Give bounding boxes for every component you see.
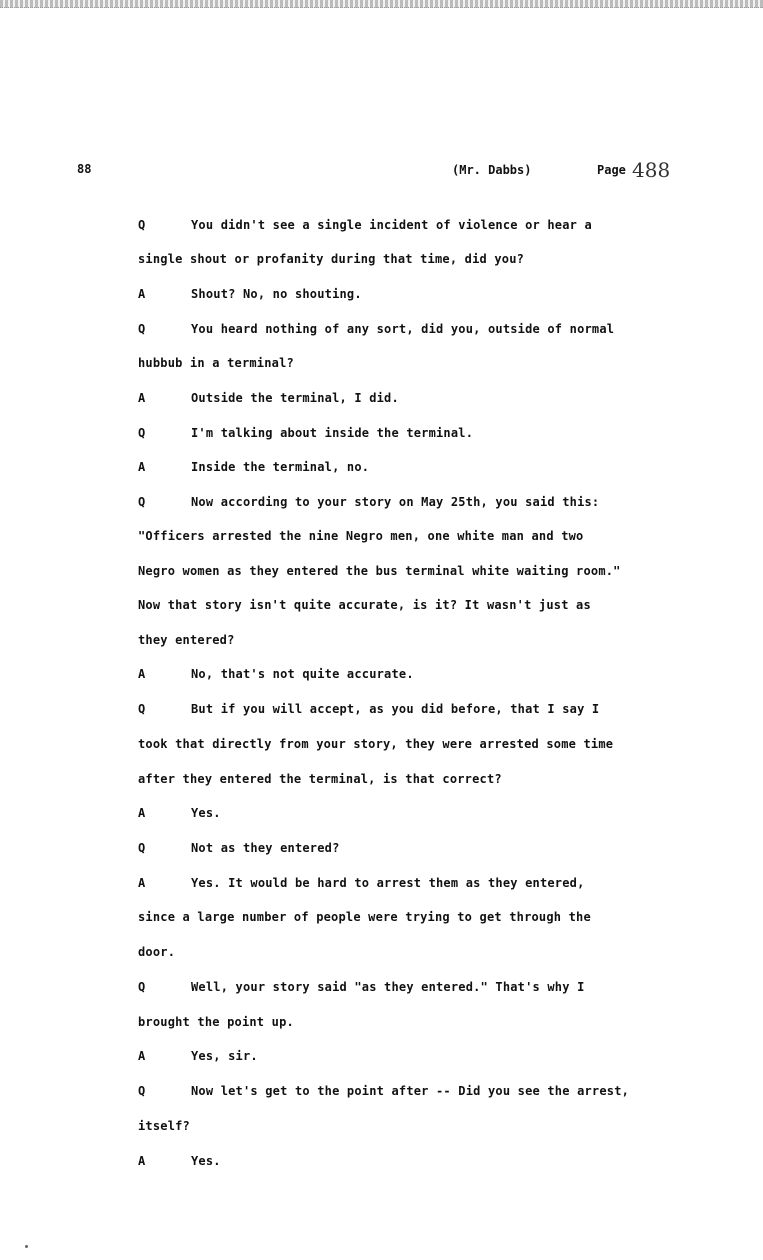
line-text: Yes. It would be hard to arrest them as they entered,	[191, 876, 585, 890]
line-text: Well, your story said "as they entered." That's why I	[191, 980, 585, 994]
answer-marker: A	[138, 391, 146, 405]
question-marker: Q	[138, 495, 146, 509]
answer-marker: A	[138, 1154, 146, 1168]
line-text: door.	[138, 945, 176, 959]
line-text: itself?	[138, 1119, 190, 1133]
line-text: "Officers arrested the nine Negro men, one white man and two	[138, 529, 584, 543]
line-text: Not as they entered?	[191, 841, 340, 855]
line-text: Yes.	[191, 1154, 221, 1168]
question-marker: Q	[138, 702, 146, 716]
question-marker: Q	[138, 218, 146, 232]
line-text: But if you will accept, as you did before, that I say I	[191, 702, 600, 716]
line-text: Negro women as they entered the bus terminal white waiting room."	[138, 564, 621, 578]
line-text: Shout? No, no shouting.	[191, 287, 362, 301]
page-number: 88	[77, 162, 92, 176]
answer-marker: A	[138, 460, 146, 474]
line-text: since a large number of people were trying to get through the	[138, 910, 591, 924]
line-text: brought the point up.	[138, 1015, 294, 1029]
line-text: they entered?	[138, 633, 235, 647]
page-label: Page	[597, 163, 626, 177]
question-marker: Q	[138, 980, 146, 994]
line-text: Now that story isn't quite accurate, is it? It wasn't just as	[138, 598, 591, 612]
answer-marker: A	[138, 1049, 146, 1063]
speaker-header: (Mr. Dabbs)	[452, 163, 532, 177]
page-stamp: 488	[632, 158, 671, 182]
line-text: Yes, sir.	[191, 1049, 258, 1063]
answer-marker: A	[138, 287, 146, 301]
answer-marker: A	[138, 667, 146, 681]
line-text: Outside the terminal, I did.	[191, 391, 399, 405]
line-text: You didn't see a single incident of violence or hear a	[191, 218, 592, 232]
answer-marker: A	[138, 806, 146, 820]
answer-marker: A	[138, 876, 146, 890]
line-text: You heard nothing of any sort, did you, outside of normal	[191, 322, 615, 336]
line-text: Inside the terminal, no.	[191, 460, 370, 474]
line-text: hubbub in a terminal?	[138, 356, 294, 370]
line-text: Yes.	[191, 806, 221, 820]
line-text: single shout or profanity during that time, did you?	[138, 252, 525, 266]
question-marker: Q	[138, 1084, 146, 1098]
line-text: took that directly from your story, they were arrested some time	[138, 737, 614, 751]
line-text: Now let's get to the point after -- Did you see the arrest,	[191, 1084, 630, 1098]
page-top-border	[0, 0, 763, 8]
line-text: Now according to your story on May 25th, you said this:	[191, 495, 600, 509]
line-text: after they entered the terminal, is that correct?	[138, 772, 502, 786]
line-text: I'm talking about inside the terminal.	[191, 426, 474, 440]
question-marker: Q	[138, 426, 146, 440]
scan-speck	[25, 1245, 28, 1248]
line-text: No, that's not quite accurate.	[191, 667, 414, 681]
question-marker: Q	[138, 322, 146, 336]
question-marker: Q	[138, 841, 146, 855]
